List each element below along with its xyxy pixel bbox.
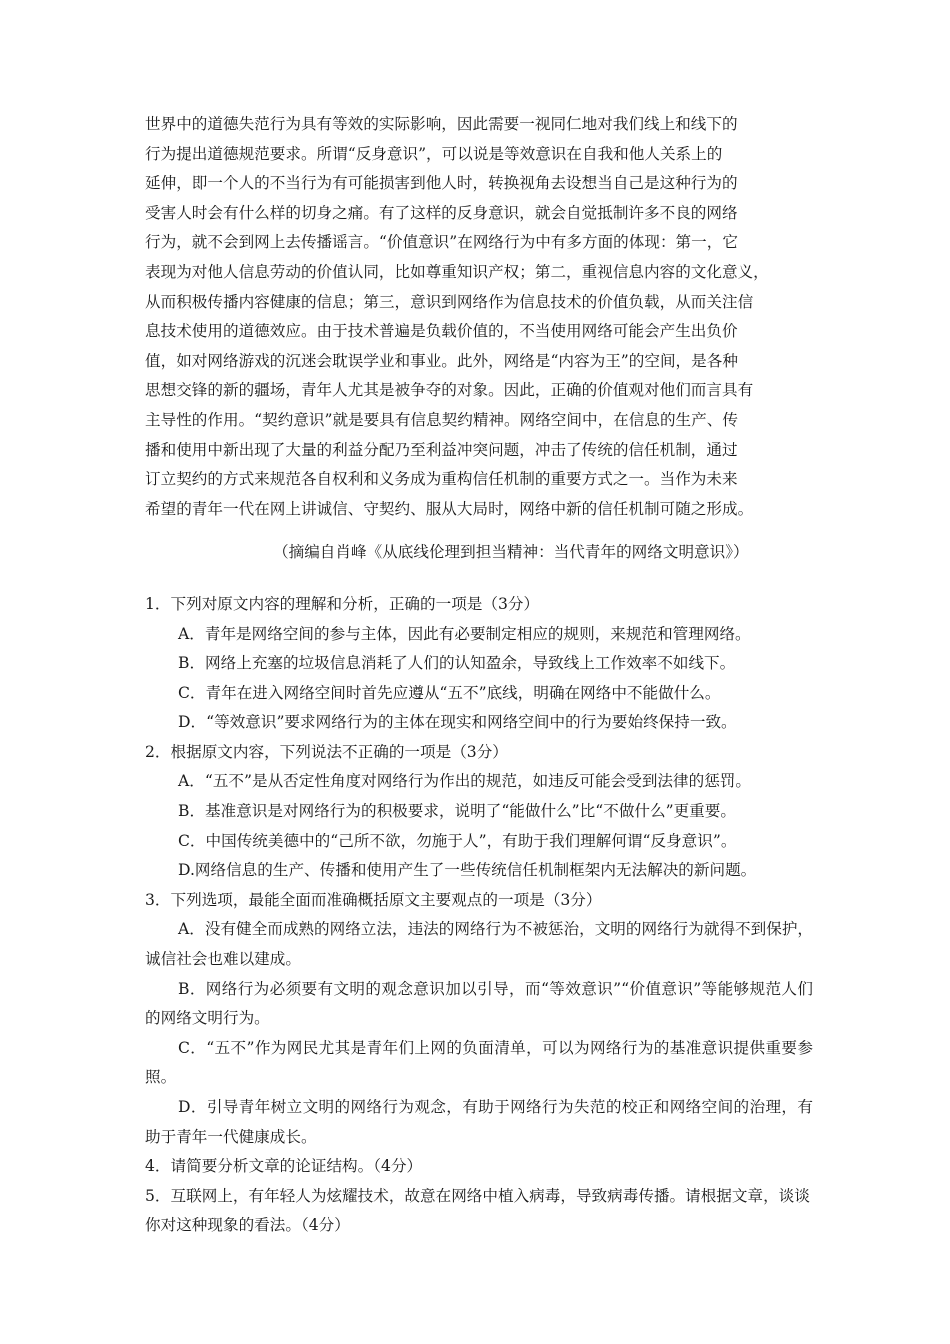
question-3 — [145, 886, 813, 1152]
option-c: C．中国传统美德中的“己所不欲，勿施于人”，有助于我们理解何谓“反身意识”。 — [178, 831, 737, 850]
question-stem: 4．请简要分析文章的论证结构。（4分） — [145, 1157, 423, 1176]
question-stem: 2．根据原文内容，下列说法不正确的一项是（3分） — [145, 742, 508, 761]
article-line: 表现为对他人信息劳动的价值认同，比如尊重知识产权；第二，重视信息内容的文化意义， — [145, 262, 769, 281]
article-line: 思想交锋的新的疆场，青年人尤其是被争夺的对象。因此，正确的价值观对他们而言具有 — [145, 381, 754, 400]
article-line: 订立契约的方式来规范各自权利和义务成为重构信任机制的重要方式之一。当作为未来 — [145, 470, 738, 489]
option-a: A．“五不”是从否定性角度对网络行为作出的规范，如违反可能会受到法律的惩罚。 — [178, 772, 751, 791]
question-stem: 1．下列对原文内容的理解和分析，正确的一项是（3分） — [145, 594, 540, 613]
option-a: A．没有健全而成熟的网络立法，违法的网络行为不被惩治，文明的网络行为就得不到保护，诚信社会也难以建成。 — [145, 920, 814, 969]
question-list — [145, 590, 813, 1241]
question-stem: 3．下列选项，最能全面而准确概括原文主要观点的一项是（3分） — [145, 890, 602, 909]
article-line: 行为，就不会到网上去传播谣言。“价值意识”在网络行为中有多方面的体现：第一，它 — [145, 233, 738, 252]
article-line: 值，如对网络游戏的沉迷会耽误学业和事业。此外，网络是“内容为王”的空间，是各种 — [145, 351, 738, 370]
article-source: （摘编自肖峰《从底线伦理到担当精神：当代青年的网络文明意识》） — [273, 543, 749, 562]
article-line: 受害人时会有什么样的切身之痛。有了这样的反身意识，就会自觉抵制许多不良的网络 — [145, 203, 738, 222]
question-2 — [145, 738, 813, 886]
article-line: 希望的青年一代在网上讲诚信、守契约、服从大局时，网络中新的信任机制可随之形成。 — [145, 499, 754, 518]
option-d: D.网络信息的生产、传播和使用产生了一些传统信任机制框架内无法解决的新问题。 — [178, 861, 757, 880]
option-c: C．青年在进入网络空间时首先应遵从“五不”底线，明确在网络中不能做什么。 — [178, 683, 721, 702]
exam-page — [145, 110, 813, 1241]
option-b: B．网络上充塞的垃圾信息消耗了人们的认知盈余，导致线上工作效率不如线下。 — [178, 654, 736, 673]
option-d: D．“等效意识”要求网络行为的主体在现实和网络空间中的行为要始终保持一致。 — [178, 713, 737, 732]
option-c: C．“五不”作为网民尤其是青年们上网的负面清单，可以为网络行为的基准意识提供重要参照。 — [145, 1038, 813, 1087]
article-line: 从而积极传播内容健康的信息；第三，意识到网络作为信息技术的价值负载，从而关注信 — [145, 292, 754, 311]
article-text — [145, 110, 813, 524]
question-5 — [145, 1182, 813, 1241]
question-4 — [145, 1152, 813, 1182]
option-b: B．网络行为必须要有文明的观念意识加以引导，而“等效意识”“价值意识”等能够规范人们的网络文明行为。 — [145, 979, 813, 1028]
option-d: D．引导青年树立文明的网络行为观念，有助于网络行为失范的校正和网络空间的治理，有助于青年一代健康成长。 — [145, 1098, 813, 1146]
option-b: B．基准意识是对网络行为的积极要求，说明了“能做什么”比“不做什么”更重要。 — [178, 802, 736, 821]
question-stem: 5．互联网上，有年轻人为炫耀技术，故意在网络中植入病毒，导致病毒传播。请根据文章，谈谈你对这种现象的看法。（4分） — [145, 1186, 810, 1235]
article-line: 播和使用中新出现了大量的利益分配乃至利益冲突问题，冲击了传统的信任机制，通过 — [145, 440, 738, 459]
article-line: 世界中的道德失范行为具有等效的实际影响，因此需要一视同仁地对我们线上和线下的 — [145, 115, 738, 133]
option-a: A．青年是网络空间的参与主体，因此有必要制定相应的规则，来规范和管理网络。 — [178, 624, 751, 643]
article-line: 行为提出道德规范要求。所谓“反身意识”，可以说是等效意识在自我和他人关系上的 — [145, 144, 723, 163]
article-line: 主导性的作用。“契约意识”就是要具有信息契约精神。网络空间中，在信息的生产、传 — [145, 410, 738, 429]
article-line: 延伸，即一个人的不当行为有可能损害到他人时，转换视角去设想当自己是这种行为的 — [145, 174, 738, 193]
question-1 — [145, 590, 813, 738]
article-line: 息技术使用的道德效应。由于技术普遍是负载价值的，不当使用网络可能会产生出负价 — [145, 322, 738, 341]
